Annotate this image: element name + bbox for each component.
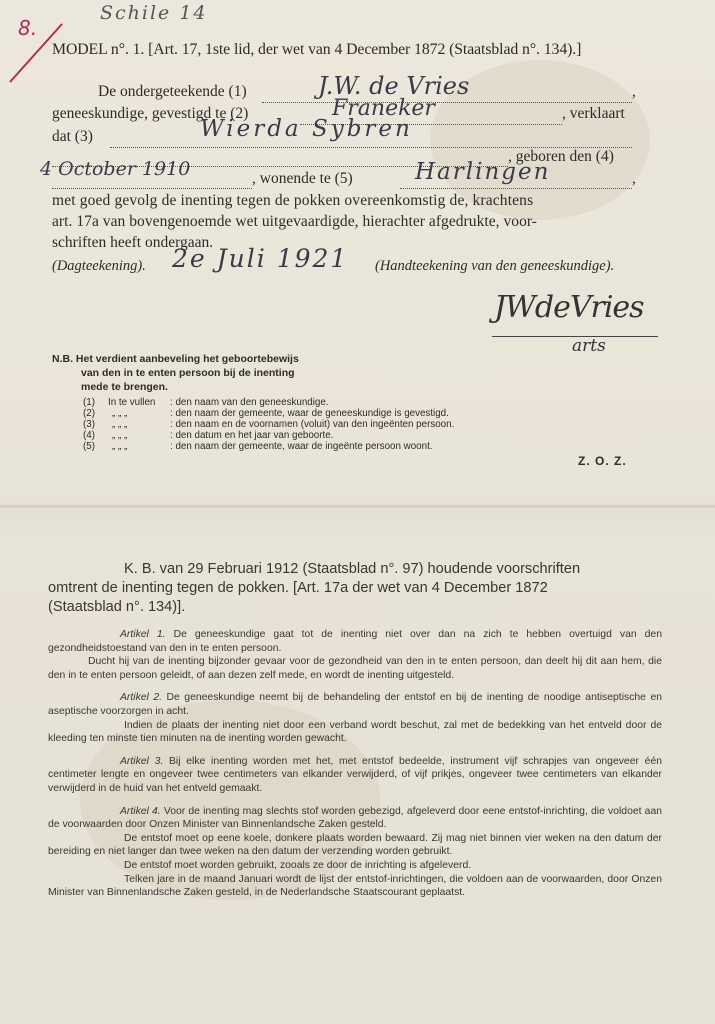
- label-that: dat (3): [52, 128, 93, 145]
- signature-label: (Handteekening van den geneeskundige).: [375, 258, 615, 274]
- dating-value: 2e Juli 1921: [172, 244, 349, 273]
- fill-item-text: : den datum en het jaar van geboorte.: [170, 430, 334, 441]
- fill-item-marks: „ „ „: [112, 419, 128, 430]
- doctor-name: J.W. de Vries: [318, 72, 470, 100]
- kb-line: (Staatsblad n°. 134)].: [48, 599, 186, 615]
- dotted-line: [52, 188, 252, 189]
- article-text: De entstof moet worden gebruikt, zooals ze door de inrichting is afgeleverd.: [124, 859, 472, 871]
- article-text: Ducht hij van de inenting bijzonder gevaar voor de gezondheid van den in te enten persoon, dan deelt hij dit aan hem, die den in te enten persoon geleidt, of aan dezen zelf mede, en wordt de inenting uitgesteld.: [48, 656, 662, 681]
- nb-line: van den in te enten persoon bij de inenting: [81, 367, 295, 379]
- article-label: Artikel 3.: [120, 755, 164, 767]
- fill-item-text: : den naam der gemeente, waar de ingeënte persoon woont.: [170, 441, 433, 452]
- label-born: , geboren den (4): [508, 148, 614, 165]
- comma: ,: [632, 170, 636, 187]
- label-residing: , wonende te (5): [252, 170, 353, 187]
- fill-item-num: (3): [83, 419, 95, 430]
- nb-line: N.B. Het verdient aanbeveling het geboortebewijs: [52, 353, 299, 365]
- article-label: Artikel 4.: [120, 805, 161, 817]
- fill-item-num: (5): [83, 441, 95, 452]
- article-text: De entstof moet op eene koele, donkere plaats worden bewaard. Zij mag niet binnen vier weken na den datum der bereiding en niet langer dan twee weken na den datum der verzending worden gebruikt.: [48, 832, 662, 858]
- doctor-signature: JWdeVries: [494, 290, 644, 325]
- label-declares: , verklaart: [562, 105, 625, 122]
- article-text: De geneeskundige gaat tot de inenting niet over dan na zich te hebben overtuigd van den gezondheidstoestand van den in te enten persoon.: [48, 629, 662, 654]
- person-name: Wierda Sybren: [200, 116, 413, 142]
- top-note: Schile 14: [100, 2, 208, 24]
- zoz-marker: Z. O. Z.: [578, 454, 627, 468]
- fill-item-text: : den naam der gemeente, waar de geneeskundige is gevestigd.: [170, 408, 449, 419]
- margin-number: 8.: [18, 16, 38, 40]
- fill-item-marks: In te vullen: [108, 397, 156, 408]
- article-label: Artikel 2.: [120, 692, 163, 704]
- fill-item-num: (2): [83, 408, 95, 419]
- form-text-line: schriften heeft ondergaan.: [52, 234, 214, 251]
- fill-item-text: : den naam van den geneeskundige.: [170, 397, 329, 408]
- article-text: Indien de plaats der inenting niet door een verband wordt beschut, zal met de bedekking van het entveld door de kleeding ten minste tien minuten na de inenting worden gewacht.: [48, 719, 662, 745]
- nb-line: mede te brengen.: [81, 381, 168, 393]
- label-undersigned: De ondergeteekende (1): [98, 83, 247, 100]
- birth-date: 4 October 1910: [40, 158, 191, 180]
- dotted-line: [400, 188, 632, 189]
- form-text-line: art. 17a van bovengenoemde wet uitgevaardigde, hierachter afgedrukte, voor-: [52, 213, 538, 230]
- paper-fold: [0, 505, 715, 508]
- fill-item-text: : den naam en de voornamen (voluit) van den ingeënten persoon.: [170, 419, 455, 430]
- fill-item-marks: „ „ „: [112, 441, 128, 452]
- article-label: Artikel 1.: [120, 629, 166, 640]
- article-text: Voor de inenting mag slechts stof worden gebezigd, afgeleverd door eene entstof-inrichting, die voldoet aan de voorwaarden door Onzen Minister van Binnenlandsche Zaken gesteld.: [48, 805, 663, 831]
- dotted-line: [262, 102, 632, 103]
- signature-suffix: arts: [572, 336, 606, 356]
- regulations-body: [48, 628, 662, 900]
- dating-label: (Dagteekening).: [52, 258, 146, 274]
- person-place: Harlingen: [415, 159, 551, 185]
- kb-title: [48, 560, 662, 617]
- article-text: Bij elke inenting worden met het, met entstof bedeelde, instrument vijf schrapjes van ongeveer één centimeter lengte en ongeveer twee centimeters van elkander verwijderd, of vijf prikjes, ongeveer twee centimeters van elkander verwijderd in de huid van het entveld gemaakt.: [48, 755, 663, 794]
- comma: ,: [632, 83, 636, 100]
- fill-item-num: (4): [83, 430, 95, 441]
- label-established: geneeskundige, gevestigd te (2): [52, 105, 249, 122]
- article-text: De geneeskundige neemt bij de behandeling der entstof en bij de inenting de noodige antiseptische en aseptische voorzorgen in acht.: [48, 692, 662, 717]
- fill-item-num: (1): [83, 397, 95, 408]
- fill-item-marks: „ „ „: [112, 408, 128, 419]
- model-header: MODEL n°. 1. [Art. 17, 1ste lid, der wet van 4 December 1872 (Staatsblad n°. 134).]: [52, 41, 582, 58]
- kb-line: K. B. van 29 Februari 1912 (Staatsblad n°. 97) houdende voorschriften: [124, 561, 581, 577]
- doctor-place: Franeker: [332, 96, 435, 121]
- form-text-line: met goed gevolg de inenting tegen de pokken overeenkomstig de, krachtens: [52, 192, 534, 209]
- kb-line: omtrent de inenting tegen de pokken. [Art. 17a der wet van 4 December 1872: [48, 580, 548, 596]
- article-text: Telken jare in de maand Januari wordt de lijst der entstof-inrichtingen, die voldoen aan de voorwaarden, door Onzen Minister van Binnenlandsche Zaken gesteld, in de Nederlandsche Staatscourant geplaatst.: [48, 873, 662, 899]
- fill-item-marks: „ „ „: [112, 430, 128, 441]
